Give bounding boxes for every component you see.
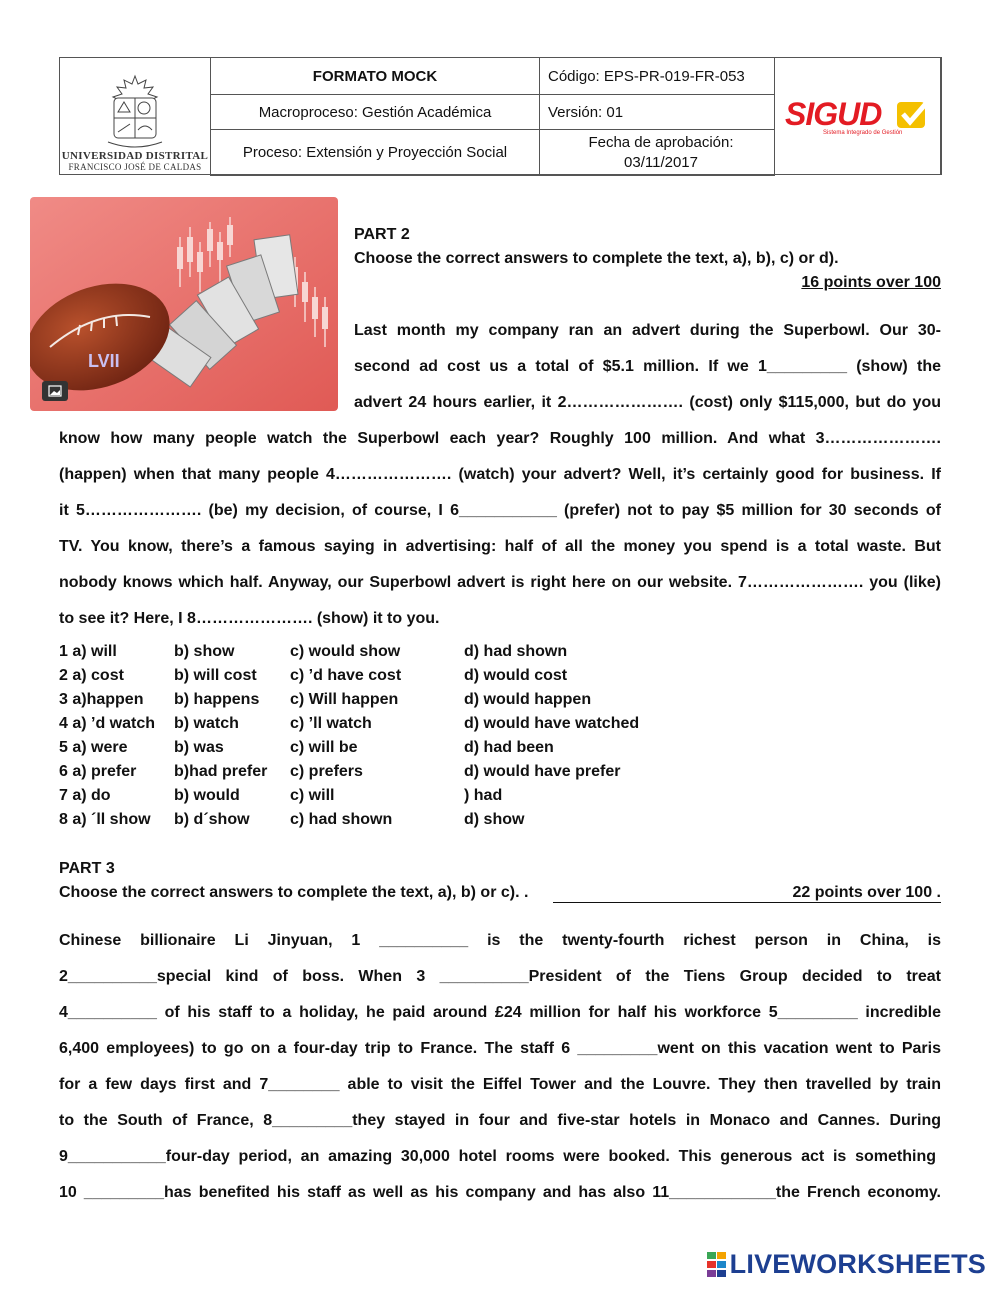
part3-line-7: 9___________four-day period, an amazing 30,000 hotel rooms were booked. This generous act is something bbox=[59, 1148, 936, 1165]
part3-instruction: Choose the correct answers to complete the text, a), b) or c). . bbox=[59, 884, 529, 901]
university-logo-cell bbox=[59, 57, 211, 175]
option-2d[interactable]: d) would cost bbox=[464, 667, 568, 684]
sigud-tagline: Sistema Integrado de Gestión bbox=[823, 130, 903, 136]
option-6b[interactable]: b)had prefer bbox=[174, 763, 268, 780]
option-6d[interactable]: d) would have prefer bbox=[464, 763, 621, 780]
option-5b[interactable]: b) was bbox=[174, 739, 224, 756]
part3-line-1: Chinese billionaire Li Jinyuan, 1 __________ is the twenty-fourth richest person in China, is bbox=[59, 932, 941, 949]
sigud-wordmark: SIGUD bbox=[785, 96, 882, 132]
liveworksheets-wordmark: LIVEWORKSHEETS bbox=[729, 1249, 986, 1279]
option-6c[interactable]: c) prefers bbox=[290, 763, 363, 780]
option-7c[interactable]: c) will bbox=[290, 787, 335, 804]
part2-line-3: advert 24 hours earlier, it 2…………………. (cost) only $115,000, but do you bbox=[354, 394, 941, 411]
option-1b[interactable]: b) show bbox=[174, 643, 235, 660]
university-name: UNIVERSIDAD DISTRITAL bbox=[61, 150, 209, 162]
fecha-value: 03/11/2017 bbox=[624, 153, 698, 171]
option-1d[interactable]: d) had shown bbox=[464, 643, 568, 660]
superbowl-illustration bbox=[30, 197, 338, 411]
option-8a[interactable]: 8 a) ´ll show bbox=[59, 811, 151, 828]
option-6a[interactable]: 6 a) prefer bbox=[59, 763, 137, 780]
part3-points-underline bbox=[553, 902, 941, 903]
part3-line-6: to the South of France, 8_________they stayed in four and five-star hotels in Monaco and Cannes. During bbox=[59, 1112, 941, 1129]
option-7b[interactable]: b) would bbox=[174, 787, 240, 804]
option-7a[interactable]: 7 a) do bbox=[59, 787, 111, 804]
option-8b[interactable]: b) d´show bbox=[174, 811, 250, 828]
option-4c[interactable]: c) ’ll watch bbox=[290, 715, 372, 732]
part2-line-4: know how many people watch the Superbowl each year? Roughly 100 million. And what 3…………………. bbox=[59, 430, 941, 447]
option-1c[interactable]: c) would show bbox=[290, 643, 401, 660]
part2-title: PART 2 bbox=[354, 226, 410, 243]
part3-points: 22 points over 100 . bbox=[792, 884, 941, 901]
image-gallery-icon[interactable] bbox=[42, 381, 68, 401]
superbowl-money-image bbox=[30, 197, 338, 411]
option-4a[interactable]: 4 a) ’d watch bbox=[59, 715, 156, 732]
option-3a[interactable]: 3 a)happen bbox=[59, 691, 144, 708]
part2-line-8: nobody knows which half. Anyway, our Superbowl advert is right here on our website. 7…………………. you (like) bbox=[59, 574, 941, 591]
fecha-aprobacion bbox=[539, 129, 775, 176]
option-7d[interactable]: ) had bbox=[464, 787, 503, 804]
university-subname: FRANCISCO JOSÉ DE CALDAS bbox=[68, 162, 202, 172]
sigud-logo-cell bbox=[774, 57, 942, 175]
option-5a[interactable]: 5 a) were bbox=[59, 739, 128, 756]
codigo-label: Código: EPS-PR-019-FR-053 bbox=[539, 57, 775, 95]
part3-line-4: 6,400 employees) to go on a four-day trip to France. The staff 6 _________went on this vacation went to Paris bbox=[59, 1040, 941, 1057]
part2-line-5: (happen) when that many people 4…………………. (watch) your advert? Well, it’s certainly good for business. If bbox=[59, 466, 941, 483]
sigud-logo bbox=[783, 94, 933, 138]
part2-line-6: it 5…………………. (be) my decision, of course, I 6___________ (prefer) not to pay $5 million for 30 seconds of bbox=[59, 502, 941, 519]
part3-line-5: for a few days first and 7________ able to visit the Eiffel Tower and the Louvre. They then travelled by train bbox=[59, 1076, 941, 1093]
part2-line-2: second ad cost us a total of $5.1 million. If we 1_________ (show) the bbox=[354, 358, 941, 375]
option-2c[interactable]: c) ’d have cost bbox=[290, 667, 402, 684]
option-3c[interactable]: c) Will happen bbox=[290, 691, 399, 708]
part3-title: PART 3 bbox=[59, 860, 115, 877]
part2-points: 16 points over 100 bbox=[801, 274, 941, 291]
liveworksheets-logo[interactable] bbox=[707, 1249, 986, 1280]
document-header-table bbox=[59, 57, 941, 175]
part2-line-1: Last month my company ran an advert during the Superbowl. Our 30- bbox=[354, 322, 941, 339]
option-8c[interactable]: c) had shown bbox=[290, 811, 393, 828]
option-4d[interactable]: d) would have watched bbox=[464, 715, 640, 732]
version-label: Versión: 01 bbox=[539, 94, 775, 130]
svg-text:LVII: LVII bbox=[88, 351, 120, 371]
option-3d[interactable]: d) would happen bbox=[464, 691, 592, 708]
option-3b[interactable]: b) happens bbox=[174, 691, 260, 708]
option-2b[interactable]: b) will cost bbox=[174, 667, 257, 684]
macroproceso-label: Macroproceso: Gestión Académica bbox=[210, 94, 540, 130]
part2-line-7: TV. You know, there’s a famous saying in advertising: half of all the money you spend is a total waste. But bbox=[59, 538, 941, 555]
format-title: FORMATO MOCK bbox=[210, 57, 540, 95]
option-4b[interactable]: b) watch bbox=[174, 715, 239, 732]
proceso-label: Proceso: Extensión y Proyección Social bbox=[210, 129, 540, 176]
option-2a[interactable]: 2 a) cost bbox=[59, 667, 124, 684]
university-crest-icon bbox=[100, 72, 170, 150]
liveworksheets-blocks-icon bbox=[707, 1252, 727, 1278]
option-1a[interactable]: 1 a) will bbox=[59, 643, 117, 660]
part2-instruction: Choose the correct answers to complete the text, a), b), c) or d). bbox=[354, 250, 839, 267]
part3-line-2: 2__________special kind of boss. When 3 __________President of the Tiens Group decided to treat bbox=[59, 968, 941, 985]
option-8d[interactable]: d) show bbox=[464, 811, 525, 828]
option-5c[interactable]: c) will be bbox=[290, 739, 358, 756]
part3-line-3: 4__________ of his staff to a holiday, he paid around £24 million for half his workforce 5_________ incredible bbox=[59, 1004, 941, 1021]
part2-line-9: to see it? Here, I 8…………………. (show) it to you. bbox=[59, 610, 440, 627]
part3-line-8: 10 _________has benefited his staff as well as his company and has also 11____________the French economy. bbox=[59, 1184, 941, 1201]
fecha-label: Fecha de aprobación: bbox=[588, 133, 734, 151]
sigud-check-icon bbox=[895, 96, 933, 132]
option-5d[interactable]: d) had been bbox=[464, 739, 554, 756]
